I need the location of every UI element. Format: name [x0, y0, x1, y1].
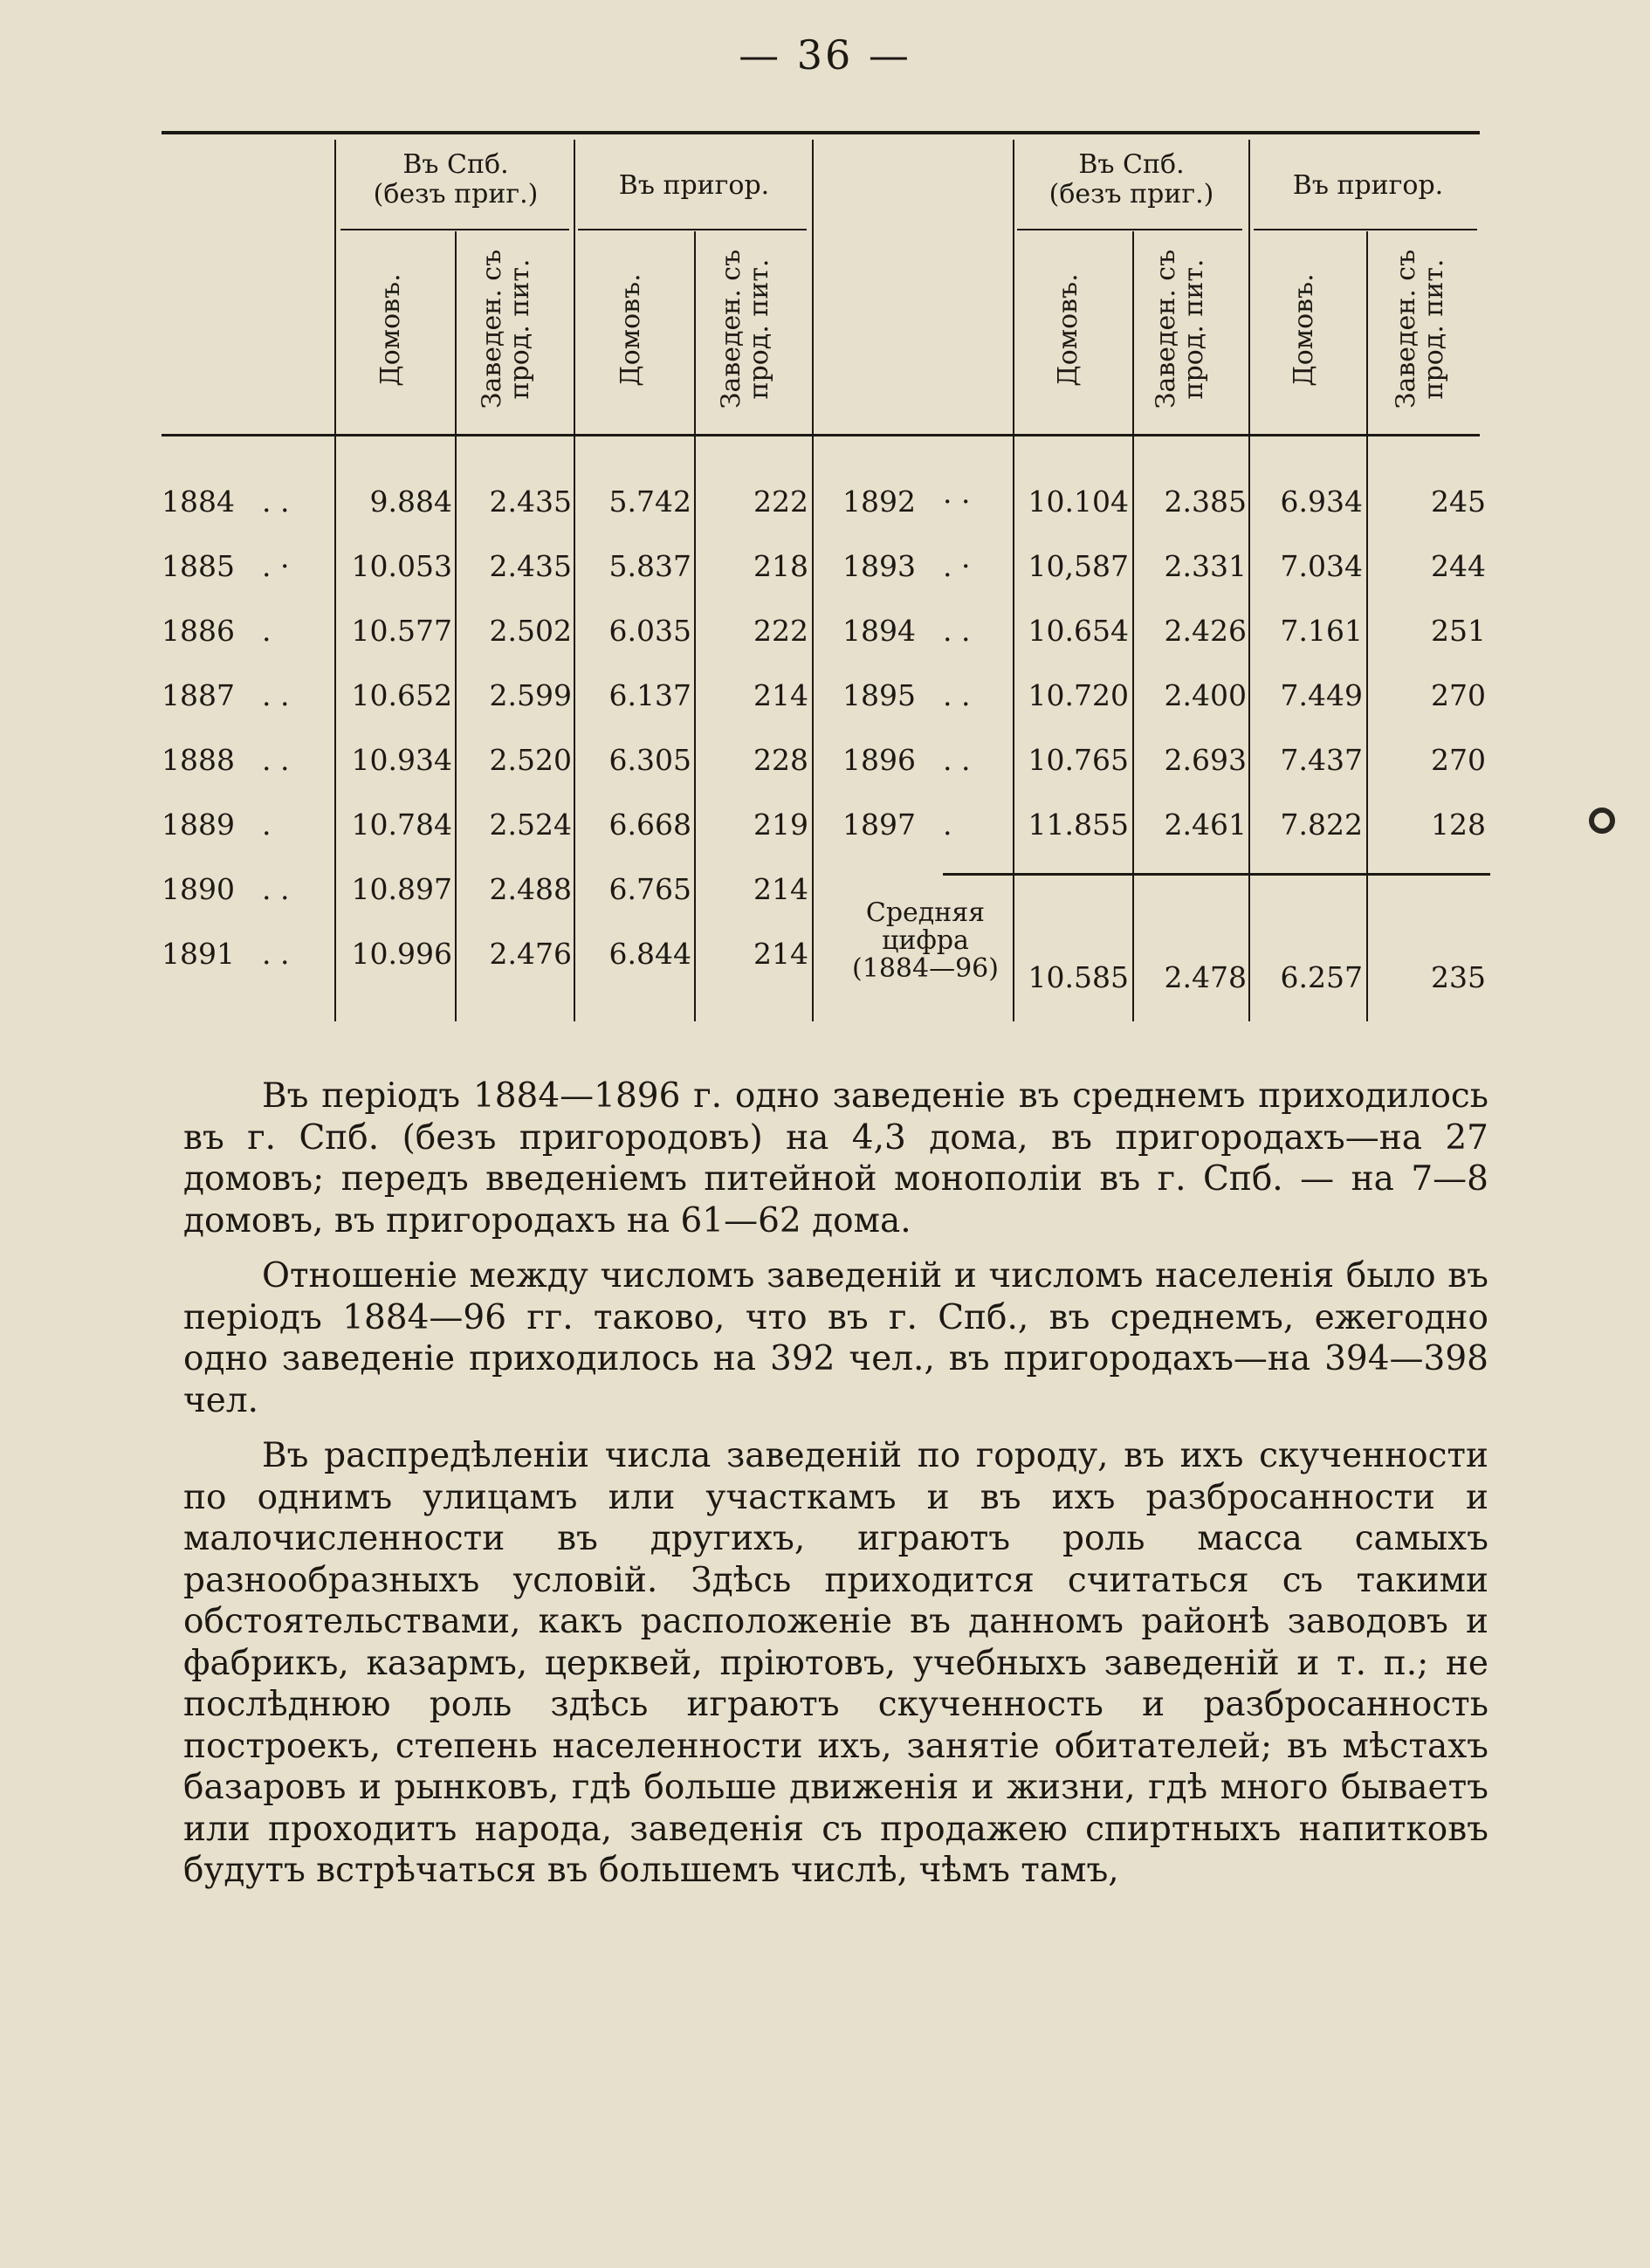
cell-spb-zaved: 2.520 — [489, 743, 572, 777]
cell-spb-zaved: 2.331 — [1164, 549, 1247, 583]
cell-spb-zaved: 2.426 — [1164, 614, 1247, 648]
cell-spb-zaved: 2.488 — [489, 872, 572, 906]
group-header-line: Въ Спб. — [402, 149, 509, 180]
cell-pr-domov: 6.844 — [608, 937, 691, 971]
row-leader-dots: . . — [262, 743, 290, 777]
row-year: 1894 — [842, 614, 916, 648]
cell-spb-domov: 10.652 — [351, 678, 452, 712]
group-underline — [578, 229, 807, 230]
cell-spb-domov: 10.934 — [351, 743, 452, 777]
cell-pr-zaved: 219 — [753, 808, 808, 842]
average-label-line: цифра — [882, 925, 969, 956]
cell-spb-zaved: 2.435 — [489, 549, 572, 583]
row-year: 1897 — [842, 808, 916, 842]
cell-pr-zaved: 244 — [1431, 549, 1486, 583]
cell-spb-domov: 10.765 — [1028, 743, 1129, 777]
average-spb-zaved: 2.478 — [1164, 960, 1247, 994]
table-divider — [1132, 231, 1134, 1021]
row-leader-dots: · · — [943, 485, 971, 519]
row-leader-dots: . · — [943, 549, 971, 583]
cell-spb-domov: 9.884 — [369, 485, 452, 519]
row-year: 1890 — [162, 872, 235, 906]
average-label-line: Средняя — [865, 897, 986, 928]
col-header-domov: Домовъ. — [1053, 273, 1083, 387]
cell-pr-zaved: 214 — [753, 872, 808, 906]
row-year: 1892 — [842, 485, 916, 519]
average-pr-domov: 6.257 — [1280, 960, 1363, 994]
group-header-spb — [339, 150, 573, 210]
table-divider — [1366, 231, 1368, 1021]
col-header-line: Заведен. съ — [1391, 249, 1421, 409]
cell-spb-domov: 10.720 — [1028, 678, 1129, 712]
group-header-prigor: Въ пригор. — [1292, 170, 1444, 201]
row-leader-dots: . . — [943, 678, 971, 712]
cell-pr-zaved: 228 — [753, 743, 808, 777]
cell-pr-domov: 6.305 — [608, 743, 691, 777]
col-header-zaved — [478, 237, 534, 421]
row-year: 1884 — [162, 485, 235, 519]
body-text — [183, 1076, 1488, 1906]
average-label-line: (1884—96) — [852, 953, 999, 984]
col-header-line: прод. пит. — [1419, 258, 1449, 400]
cell-spb-zaved: 2.385 — [1164, 485, 1247, 519]
cell-pr-domov: 7.161 — [1280, 614, 1363, 648]
cell-pr-zaved: 245 — [1431, 485, 1486, 519]
cell-spb-domov: 10.654 — [1028, 614, 1129, 648]
col-header-line: прод. пит. — [1179, 258, 1209, 400]
cell-pr-domov: 6.137 — [608, 678, 691, 712]
group-header-spb — [1014, 150, 1248, 210]
group-underline — [1254, 229, 1477, 230]
row-year: 1893 — [842, 549, 916, 583]
cell-spb-zaved: 2.461 — [1164, 808, 1247, 842]
table-divider — [812, 140, 814, 1021]
cell-spb-domov: 10,587 — [1028, 549, 1129, 583]
group-header-line: Въ Спб. — [1078, 149, 1185, 180]
row-year: 1887 — [162, 678, 235, 712]
row-leader-dots: . . — [262, 485, 290, 519]
row-leader-dots: . . — [262, 678, 290, 712]
table-divider — [694, 231, 696, 1021]
group-underline — [340, 229, 569, 230]
cell-pr-zaved: 222 — [753, 485, 808, 519]
cell-pr-zaved: 222 — [753, 614, 808, 648]
table-divider — [574, 140, 575, 1021]
col-header-line: Заведен. съ — [716, 249, 746, 409]
cell-spb-zaved: 2.476 — [489, 937, 572, 971]
cell-pr-domov: 7.437 — [1280, 743, 1363, 777]
cell-pr-zaved: 270 — [1431, 678, 1486, 712]
cell-pr-domov: 7.449 — [1280, 678, 1363, 712]
table-divider — [1013, 140, 1014, 1021]
row-leader-dots: . . — [262, 937, 290, 971]
table-top-rule — [162, 131, 1480, 134]
group-header-line: (безъ приг.) — [1048, 179, 1214, 210]
col-header-zaved — [1152, 237, 1208, 421]
cell-pr-zaved: 270 — [1431, 743, 1486, 777]
col-header-line: прод. пит. — [505, 258, 535, 400]
cell-pr-domov: 5.837 — [608, 549, 691, 583]
cell-spb-domov: 10.897 — [351, 872, 452, 906]
col-header-zaved — [718, 237, 773, 421]
row-year: 1895 — [842, 678, 916, 712]
cell-spb-domov: 10.784 — [351, 808, 452, 842]
row-year: 1891 — [162, 937, 235, 971]
paragraph: Отношеніе между числомъ заведеній и числомъ населенія было въ періодъ 1884—96 гг. таково, что въ г. Спб., въ среднемъ, ежегодно одно заведеніе приходилось на 392 чел., въ пригородахъ—на 394—398 чел. — [183, 1256, 1488, 1420]
row-leader-dots: . . — [262, 872, 290, 906]
cell-spb-domov: 10.104 — [1028, 485, 1129, 519]
cell-spb-zaved: 2.435 — [489, 485, 572, 519]
cell-spb-zaved: 2.693 — [1164, 743, 1247, 777]
cell-pr-zaved: 214 — [753, 678, 808, 712]
col-header-domov: Домовъ. — [615, 273, 646, 387]
average-label — [838, 899, 1013, 983]
cell-spb-domov: 10.053 — [351, 549, 452, 583]
paragraph: Въ періодъ 1884—1896 г. одно заведеніе въ среднемъ приходилось въ г. Спб. (безъ пригородовъ) на 4,3 дома, въ пригородахъ—на 27 домовъ; передъ введеніемъ питейной монополіи въ г. Спб. — на 7—8 домовъ, въ пригородахъ на 61—62 дома. — [183, 1076, 1488, 1241]
row-year: 1889 — [162, 808, 235, 842]
row-year: 1886 — [162, 614, 235, 648]
row-leader-dots: . . — [943, 614, 971, 648]
cell-pr-domov: 6.765 — [608, 872, 691, 906]
average-pr-zaved: 235 — [1431, 960, 1486, 994]
table-divider — [455, 231, 457, 1021]
col-header-line: Заведен. съ — [477, 249, 507, 409]
group-header-line: (безъ приг.) — [373, 179, 539, 210]
row-leader-dots: . . — [943, 743, 971, 777]
row-year: 1885 — [162, 549, 235, 583]
table-header-rule — [162, 434, 1480, 436]
cell-spb-zaved: 2.502 — [489, 614, 572, 648]
col-header-domov: Домовъ. — [375, 273, 406, 387]
col-header-domov: Домовъ. — [1289, 273, 1319, 387]
cell-pr-domov: 5.742 — [608, 485, 691, 519]
row-year: 1896 — [842, 743, 916, 777]
page-number: — 36 — — [739, 31, 911, 79]
row-leader-dots: . · — [262, 549, 290, 583]
cell-spb-domov: 11.855 — [1028, 808, 1129, 842]
cell-spb-zaved: 2.524 — [489, 808, 572, 842]
cell-pr-domov: 6.035 — [608, 614, 691, 648]
cell-spb-zaved: 2.599 — [489, 678, 572, 712]
margin-ring-mark — [1589, 808, 1615, 834]
cell-spb-zaved: 2.400 — [1164, 678, 1247, 712]
row-leader-dots: . — [262, 808, 272, 842]
group-header-prigor: Въ пригор. — [618, 170, 770, 201]
cell-pr-domov: 7.822 — [1280, 808, 1363, 842]
average-spb-domov: 10.585 — [1028, 960, 1129, 994]
col-header-line: Заведен. съ — [1151, 249, 1181, 409]
group-underline — [1017, 229, 1242, 230]
cell-spb-domov: 10.996 — [351, 937, 452, 971]
table-divider — [1248, 140, 1250, 1021]
cell-pr-zaved: 218 — [753, 549, 808, 583]
cell-pr-zaved: 214 — [753, 937, 808, 971]
cell-pr-zaved: 251 — [1431, 614, 1486, 648]
row-year: 1888 — [162, 743, 235, 777]
table-average-rule — [943, 873, 1490, 876]
cell-pr-domov: 6.668 — [608, 808, 691, 842]
col-header-zaved — [1392, 237, 1448, 421]
table-divider — [334, 140, 336, 1021]
cell-pr-domov: 6.934 — [1280, 485, 1363, 519]
row-leader-dots: . — [262, 614, 272, 648]
col-header-line: прод. пит. — [744, 258, 774, 400]
paragraph: Въ распредѣленіи числа заведеній по городу, въ ихъ скученности по однимъ улицамъ или участкамъ и въ ихъ разбросанности и малочисленности въ другихъ, играютъ роль масса самыхъ разнообразныхъ условій. Здѣсь приходится считаться съ такими обстоятельствами, какъ расположеніе въ данномъ районѣ заводовъ и фабрикъ, казармъ, церквей, пріютовъ, учебныхъ заведеній и т. п.; не послѣднюю роль здѣсь играютъ скученность и разбросанность построекъ, степень населенности ихъ, занятіе обитателей; въ мѣстахъ базаровъ и рынковъ, гдѣ больше движенія и жизни, гдѣ много бываетъ или проходитъ народа, заведенія съ продажею спиртныхъ напитковъ будутъ встрѣчаться въ большемъ числѣ, чѣмъ тамъ, — [183, 1436, 1488, 1890]
cell-pr-domov: 7.034 — [1280, 549, 1363, 583]
cell-spb-domov: 10.577 — [351, 614, 452, 648]
row-leader-dots: . — [943, 808, 952, 842]
cell-pr-zaved: 128 — [1431, 808, 1486, 842]
